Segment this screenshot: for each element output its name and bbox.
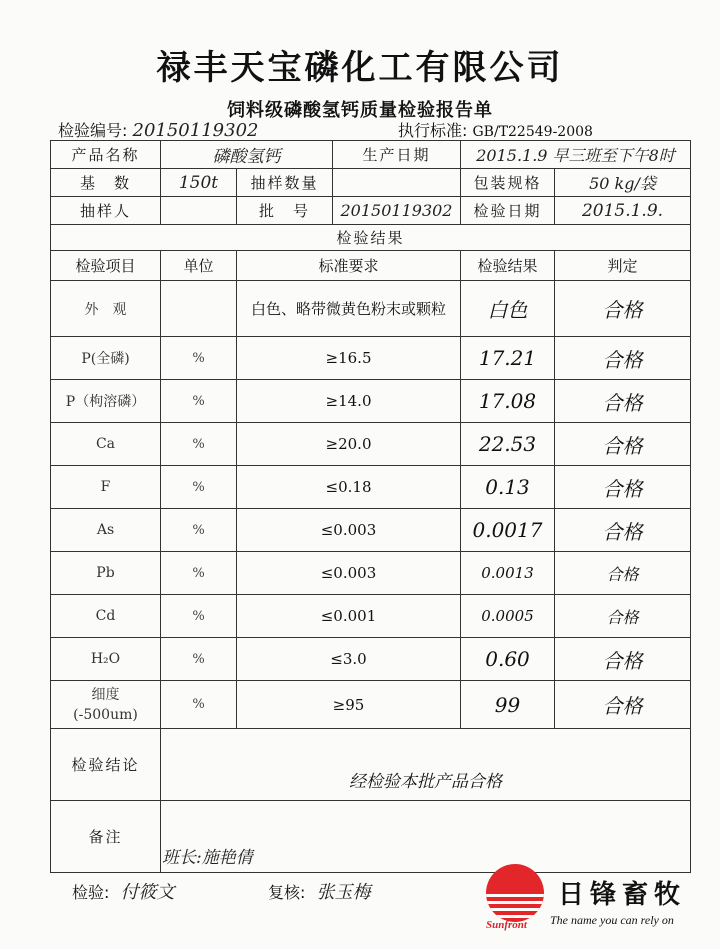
row-item: Ca xyxy=(51,423,161,466)
logo-tagline: The name you can rely on xyxy=(550,913,674,927)
table-row xyxy=(51,552,691,595)
reviewer-label: 复核: xyxy=(268,883,306,902)
row-result: 0.0017 xyxy=(461,509,555,552)
logo-brand: Sunfront xyxy=(486,919,527,931)
row-result: 0.0005 xyxy=(461,595,555,638)
product-name-value: 磷酸氢钙 xyxy=(161,141,333,169)
table-row xyxy=(51,281,691,337)
column-header-result: 检验结果 xyxy=(461,251,555,281)
row-requirement: ≤0.003 xyxy=(237,509,461,552)
inspector xyxy=(72,878,175,904)
conclusion-label: 检验结论 xyxy=(51,729,161,801)
row-requirement: 白色、略带微黄色粉末或颗粒 xyxy=(237,281,461,337)
results-header-row xyxy=(51,251,691,281)
remarks-label: 备注 xyxy=(51,801,161,873)
table-row xyxy=(51,638,691,681)
row-requirement: ≤0.003 xyxy=(237,552,461,595)
standard-value: GB/T22549-2008 xyxy=(472,124,593,140)
row-requirement: ≥16.5 xyxy=(237,337,461,380)
row-item: F xyxy=(51,466,161,509)
sampler-label: 抽样人 xyxy=(51,197,161,225)
report-subtitle: 饲料级磷酸氢钙质量检验报告单 xyxy=(227,100,493,121)
row-requirement: ≤3.0 xyxy=(237,638,461,681)
inspect-date-label: 检验日期 xyxy=(461,197,555,225)
report-number xyxy=(58,118,258,141)
row-item: As xyxy=(51,509,161,552)
sample-qty-value xyxy=(333,169,461,197)
row-requirement: ≥95 xyxy=(237,681,461,729)
inspector-label: 检验: xyxy=(72,883,110,902)
table-row xyxy=(51,681,691,729)
inspect-date-value: 2015.1.9. xyxy=(555,197,691,225)
row-verdict: 合格 xyxy=(555,423,691,466)
row-result: 99 xyxy=(461,681,555,729)
pack-spec-label: 包装规格 xyxy=(461,169,555,197)
row-requirement: ≤0.001 xyxy=(237,595,461,638)
info-row-3 xyxy=(51,197,691,225)
row-result: 0.60 xyxy=(461,638,555,681)
base-qty-label: 基 数 xyxy=(51,169,161,197)
sunfront-logo-icon xyxy=(486,864,544,922)
row-unit: % xyxy=(161,552,237,595)
row-item: P（枸溶磷） xyxy=(51,380,161,423)
row-result: 0.0013 xyxy=(461,552,555,595)
row-verdict: 合格 xyxy=(555,681,691,729)
inspector-value: 付筱文 xyxy=(120,882,175,903)
row-unit xyxy=(161,281,237,337)
row-unit: % xyxy=(161,638,237,681)
table-row xyxy=(51,380,691,423)
row-item: Cd xyxy=(51,595,161,638)
row-requirement: ≤0.18 xyxy=(237,466,461,509)
report-number-value: 20150119302 xyxy=(132,120,259,141)
conclusion-row xyxy=(51,729,691,801)
row-verdict: 合格 xyxy=(555,337,691,380)
row-item: Pb xyxy=(51,552,161,595)
row-result: 白色 xyxy=(461,281,555,337)
row-result: 0.13 xyxy=(461,466,555,509)
row-verdict: 合格 xyxy=(555,552,691,595)
table-row xyxy=(51,423,691,466)
row-item: P(全磷) xyxy=(51,337,161,380)
results-section-row xyxy=(51,225,691,251)
company-title: 禄丰天宝磷化工有限公司 xyxy=(156,48,564,88)
row-item: 外 观 xyxy=(51,281,161,337)
row-unit: % xyxy=(161,509,237,552)
row-verdict: 合格 xyxy=(555,509,691,552)
table-row xyxy=(51,595,691,638)
row-item: H₂O xyxy=(51,638,161,681)
row-verdict: 合格 xyxy=(555,595,691,638)
production-date-value: 2015.1.9 早三班至下午8时 xyxy=(461,141,691,169)
report-number-label: 检验编号: xyxy=(58,121,128,140)
table-row xyxy=(51,466,691,509)
column-header-requirement: 标准要求 xyxy=(237,251,461,281)
column-header-unit: 单位 xyxy=(161,251,237,281)
info-row-2 xyxy=(51,169,691,197)
column-header-verdict: 判定 xyxy=(555,251,691,281)
inspection-table xyxy=(50,140,691,873)
remarks-row xyxy=(51,801,691,873)
logo-name: 日锋畜牧 xyxy=(558,880,687,910)
production-date-label: 生产日期 xyxy=(333,141,461,169)
row-item: 细度 (-500um) xyxy=(51,681,161,729)
row-unit: % xyxy=(161,337,237,380)
sampler-value xyxy=(161,197,237,225)
batch-label: 批 号 xyxy=(237,197,333,225)
row-unit: % xyxy=(161,681,237,729)
table-row xyxy=(51,337,691,380)
row-verdict: 合格 xyxy=(555,281,691,337)
results-section-title: 检验结果 xyxy=(51,225,691,251)
base-qty-value: 150t xyxy=(161,169,237,197)
remarks-value: 班长:施艳倩 xyxy=(162,848,253,868)
standard-label: 执行标准: xyxy=(398,121,468,140)
row-result: 22.53 xyxy=(461,423,555,466)
reviewer xyxy=(268,878,371,904)
product-name-label: 产品名称 xyxy=(51,141,161,169)
row-unit: % xyxy=(161,466,237,509)
row-result: 17.08 xyxy=(461,380,555,423)
pack-spec-value: 50 kg/袋 xyxy=(555,169,691,197)
sample-qty-label: 抽样数量 xyxy=(237,169,333,197)
conclusion-value: 经检验本批产品合格 xyxy=(161,729,691,801)
row-verdict: 合格 xyxy=(555,638,691,681)
row-result: 17.21 xyxy=(461,337,555,380)
table-row xyxy=(51,509,691,552)
reviewer-value: 张玉梅 xyxy=(316,882,371,903)
row-requirement: ≥14.0 xyxy=(237,380,461,423)
batch-value: 20150119302 xyxy=(333,197,461,225)
row-verdict: 合格 xyxy=(555,466,691,509)
column-header-item: 检验项目 xyxy=(51,251,161,281)
row-verdict: 合格 xyxy=(555,380,691,423)
row-unit: % xyxy=(161,595,237,638)
info-row-1 xyxy=(51,141,691,169)
row-unit: % xyxy=(161,380,237,423)
row-requirement: ≥20.0 xyxy=(237,423,461,466)
row-unit: % xyxy=(161,423,237,466)
standard xyxy=(398,118,593,141)
